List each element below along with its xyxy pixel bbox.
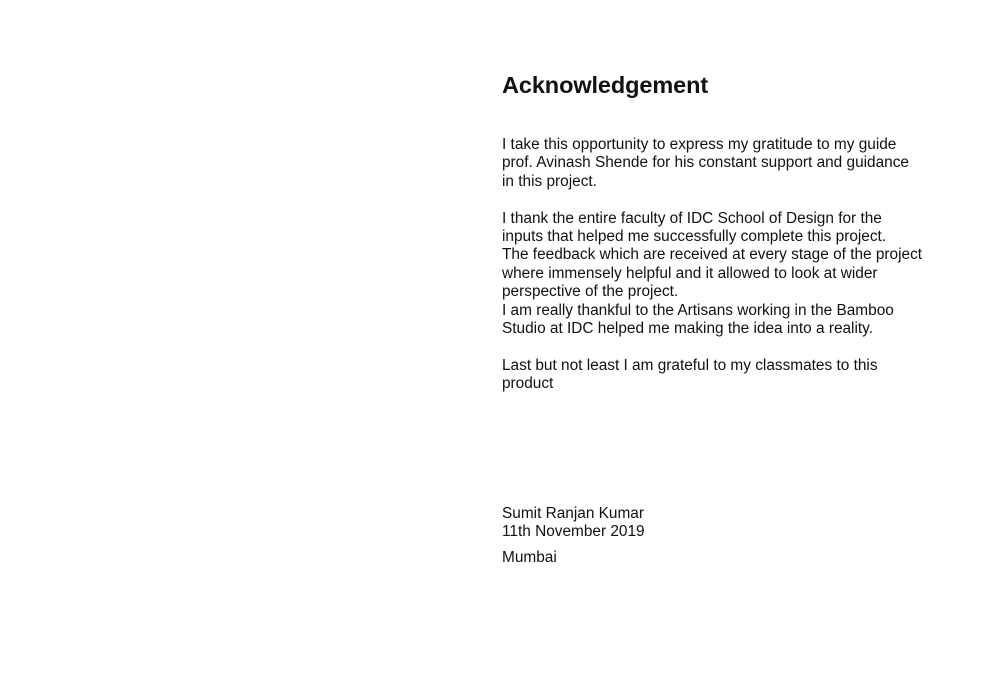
text-line: prof. Avinash Shende for his constant support and guidance bbox=[502, 154, 909, 172]
paragraph-faculty-thanks bbox=[502, 210, 932, 339]
paragraph-guide-thanks bbox=[502, 136, 932, 191]
author-name: Sumit Ranjan Kumar bbox=[502, 505, 644, 522]
page-title: Acknowledgement bbox=[502, 72, 709, 98]
text-line: I thank the entire faculty of IDC School of Design for the bbox=[502, 209, 882, 227]
text-line: Last but not least I am grateful to my classmates to this bbox=[502, 356, 878, 374]
signature-block bbox=[502, 505, 645, 567]
text-line: perspective of the project. bbox=[502, 283, 679, 301]
signature-place: Mumbai bbox=[502, 548, 557, 566]
signature-date: 11th November 2019 bbox=[502, 523, 645, 541]
text-line: The feedback which are received at every stage of the project bbox=[502, 246, 923, 264]
text-line: I am really thankful to the Artisans working in the Bamboo bbox=[502, 301, 894, 319]
paragraph-classmates-thanks bbox=[502, 357, 932, 394]
text-line: in this project. bbox=[502, 172, 597, 190]
text-line: product bbox=[502, 375, 554, 393]
text-line: where immensely helpful and it allowed to look at wider bbox=[502, 264, 878, 282]
text-line: I take this opportunity to express my gratitude to my guide bbox=[502, 136, 897, 153]
acknowledgement-section bbox=[502, 68, 932, 394]
text-line: inputs that helped me successfully complete this project. bbox=[502, 228, 887, 246]
text-line: Studio at IDC helped me making the idea into a reality. bbox=[502, 320, 874, 338]
